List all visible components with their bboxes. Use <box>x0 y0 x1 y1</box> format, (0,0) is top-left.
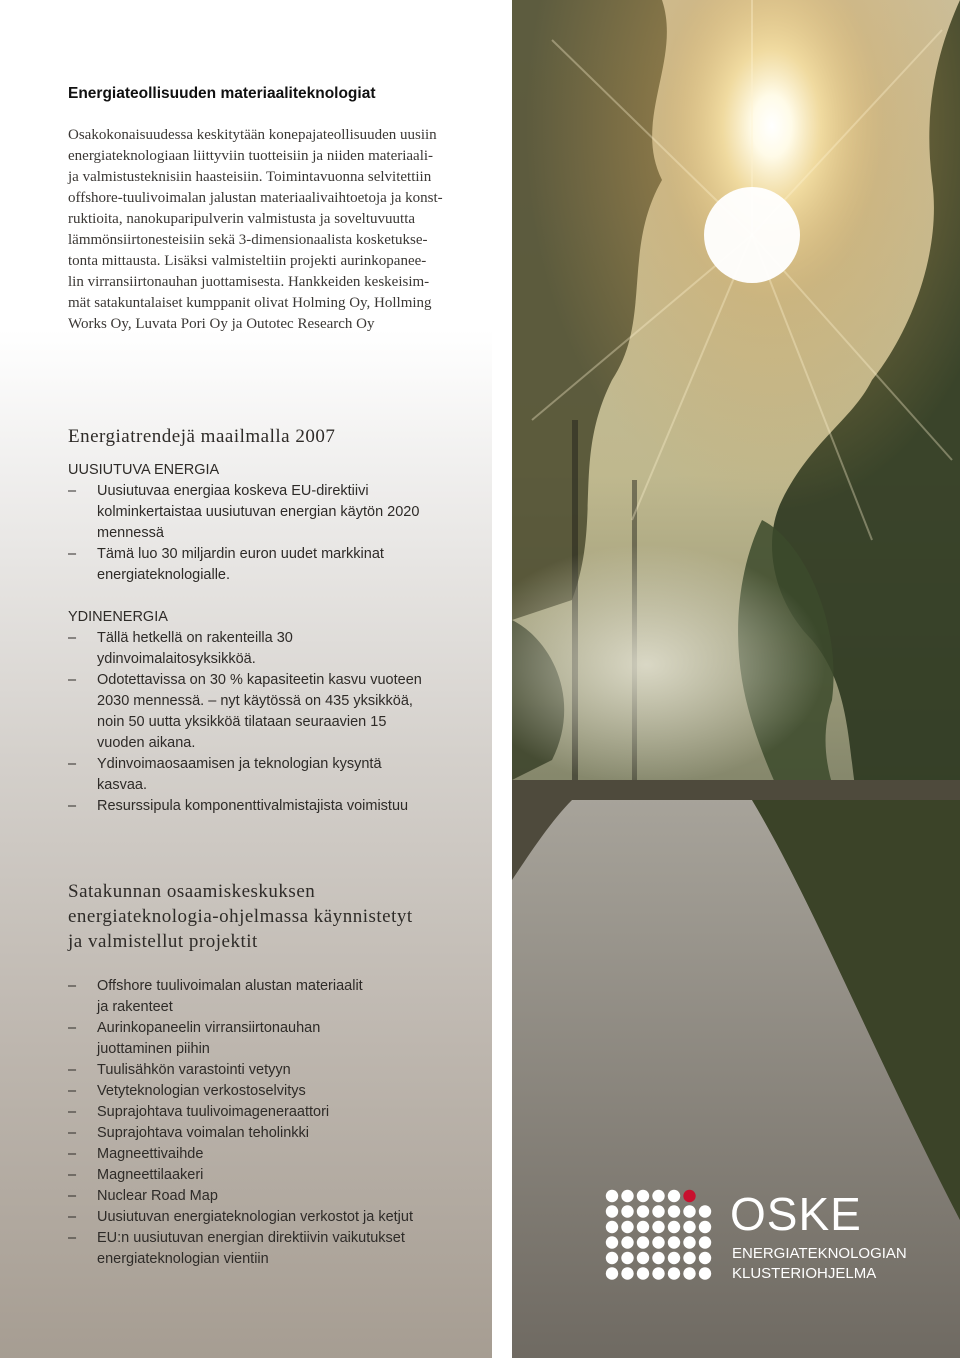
projects-heading-line: Satakunnan osaamiskeskuksen <box>68 881 316 902</box>
paragraph-line: ruktioita, nanokuparipulverin valmistusta ja soveltuvuutta <box>68 211 416 227</box>
paragraph-line: energiateknologiaan liittyviin tuotteisiin ja niiden materiaali- <box>68 148 434 164</box>
list-item: – Tämä luo 30 miljardin euron uudet markkinat energiateknologialle. <box>68 546 384 583</box>
logo-dot <box>637 1252 649 1264</box>
logo-dot <box>652 1205 664 1217</box>
nuclear-title: YDINENERGIA <box>68 609 168 625</box>
list-item: – Nuclear Road Map <box>68 1188 218 1204</box>
logo-dot <box>637 1267 649 1279</box>
logo-dot <box>652 1267 664 1279</box>
logo-dot <box>652 1252 664 1264</box>
logo-dot <box>621 1236 633 1248</box>
logo-dot <box>683 1221 695 1233</box>
oske-logo-line1: ENERGIATEKNOLOGIAN <box>732 1245 907 1262</box>
list-item: – Tuulisähkön varastointi vetyyn <box>68 1062 291 1078</box>
logo-dot <box>683 1190 695 1202</box>
logo-dot <box>699 1205 711 1217</box>
paragraph-line: tonta mittausta. Lisäksi valmisteltiin projekti aurinkopanee- <box>68 253 427 269</box>
list-item: – EU:n uusiutuvan energian direktiivin vaikutukset energiateknologian vientiin <box>68 1230 405 1267</box>
oske-logo <box>604 1188 907 1288</box>
list-item: – Tällä hetkellä on rakenteilla 30 ydinvoimalaitosyksikköä. <box>68 630 293 667</box>
nuclear-list <box>68 628 488 817</box>
trends-section <box>68 424 488 817</box>
logo-dot <box>637 1190 649 1202</box>
oske-dot-grid-icon <box>604 1188 724 1288</box>
logo-dot <box>606 1221 618 1233</box>
logo-dot <box>668 1205 680 1217</box>
logo-dot <box>668 1252 680 1264</box>
logo-dot <box>606 1267 618 1279</box>
logo-dot <box>621 1267 633 1279</box>
materials-paragraph <box>68 125 488 335</box>
logo-dot <box>652 1190 664 1202</box>
logo-dot <box>621 1190 633 1202</box>
logo-dot <box>606 1236 618 1248</box>
list-item: – Aurinkopaneelin virransiirtonauhan juottaminen piihin <box>68 1020 321 1057</box>
paragraph-line: lin virransiirtonauhan juottamisesta. Hankkeiden keskeisim- <box>68 274 430 290</box>
oske-logo-line2: KLUSTERIOHJELMA <box>732 1265 877 1282</box>
list-item: – Vetyteknologian verkostoselvitys <box>68 1083 306 1099</box>
paragraph-line: ja valmistusteknisiin haasteisiin. Toimintavuonna selvitettiin <box>68 169 432 185</box>
logo-dot <box>699 1252 711 1264</box>
list-item: – Uusiutuvaa energiaa koskeva EU-direktiivi kolminkertaistaa uusiutuvan energian käytön 2020 mennessä <box>68 483 420 541</box>
projects-heading-line: ja valmistellut projektit <box>68 931 258 952</box>
list-item: – Suprajohtava voimalan teholinkki <box>68 1125 309 1141</box>
forest-sunlight-photo <box>512 0 960 1358</box>
logo-dot <box>637 1236 649 1248</box>
paragraph-line: lämmönsiirtonesteisiin sekä 3-dimensionaalista kosketukse- <box>68 232 428 248</box>
logo-dot <box>606 1205 618 1217</box>
logo-dot <box>621 1205 633 1217</box>
logo-dot <box>652 1236 664 1248</box>
paragraph-line: Osakokonaisuudessa keskitytään konepajateollisuuden uusiin <box>68 127 437 143</box>
logo-dot <box>668 1236 680 1248</box>
logo-dot <box>621 1221 633 1233</box>
materials-section <box>68 85 488 335</box>
list-item: – Magneettilaakeri <box>68 1167 204 1183</box>
logo-dot <box>683 1205 695 1217</box>
paragraph-line: mät satakuntalaiset kumppanit olivat Holming Oy, Hollming <box>68 295 432 311</box>
oske-logo-name: OSKE <box>730 1188 862 1240</box>
logo-dot <box>668 1267 680 1279</box>
logo-dot <box>699 1221 711 1233</box>
materials-heading: Energiateollisuuden materiaaliteknologiat <box>68 85 376 102</box>
paragraph-line: Works Oy, Luvata Pori Oy ja Outotec Research Oy <box>68 316 375 332</box>
logo-dot <box>668 1190 680 1202</box>
logo-dot <box>606 1190 618 1202</box>
list-item: – Uusiutuvan energiateknologian verkostot ja ketjut <box>68 1209 413 1225</box>
list-item: – Odotettavissa on 30 % kapasiteetin kasvu vuoteen 2030 mennessä. – nyt käytössä on 435 yksikköä, noin 50 uutta yksikköä tilataan seuraavien 15 vuoden aikana. <box>68 672 422 751</box>
logo-dot <box>637 1221 649 1233</box>
logo-dot <box>683 1267 695 1279</box>
list-item: – Offshore tuulivoimalan alustan materiaalit ja rakenteet <box>68 978 363 1015</box>
logo-dot <box>652 1221 664 1233</box>
trends-heading: Energiatrendejä maailmalla 2007 <box>68 426 336 447</box>
logo-dot <box>621 1252 633 1264</box>
logo-dot <box>683 1236 695 1248</box>
projects-list <box>68 976 488 1270</box>
renewable-list <box>68 481 488 586</box>
paragraph-line: offshore-tuulivoimalan jalustan materiaalivaihtoetoja ja konst- <box>68 190 443 206</box>
projects-heading-line: energiateknologia-ohjelmassa käynnistetyt <box>68 906 413 927</box>
logo-dot <box>606 1252 618 1264</box>
logo-dot <box>668 1221 680 1233</box>
logo-dot <box>637 1205 649 1217</box>
list-item: – Resurssipula komponenttivalmistajista voimistuu <box>68 798 409 814</box>
projects-section <box>68 879 488 1270</box>
list-item: – Ydinvoimaosaamisen ja teknologian kysyntä kasvaa. <box>68 756 382 793</box>
logo-dot <box>699 1267 711 1279</box>
renewable-title: UUSIUTUVA ENERGIA <box>68 462 220 478</box>
list-item: – Magneettivaihde <box>68 1146 204 1162</box>
logo-dot <box>699 1236 711 1248</box>
list-item: – Suprajohtava tuulivoimageneraattori <box>68 1104 330 1120</box>
logo-dot <box>683 1252 695 1264</box>
